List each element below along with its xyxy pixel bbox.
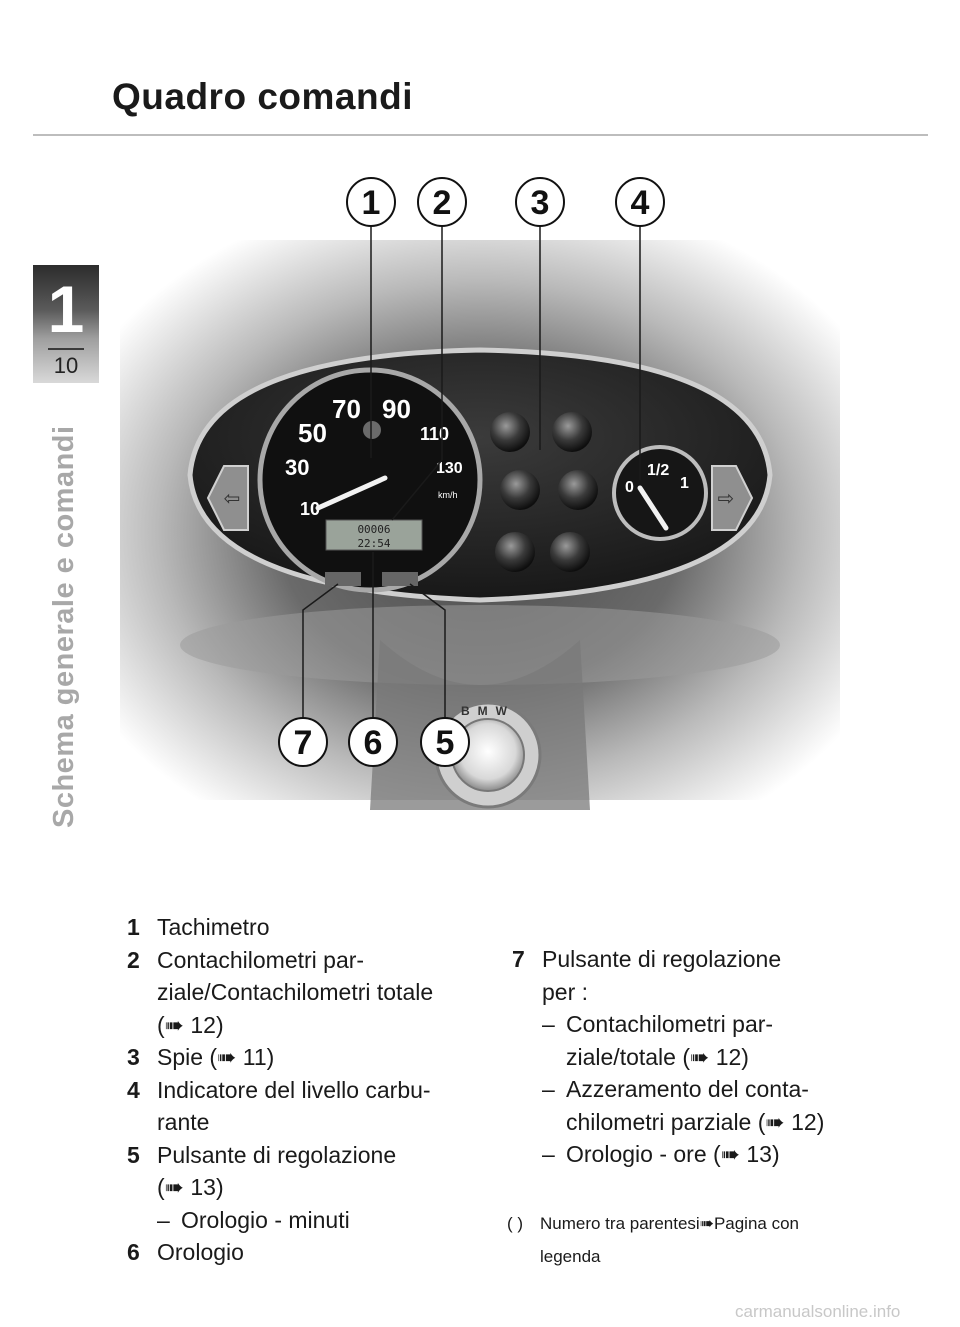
chapter-tab-divider <box>48 348 84 350</box>
legend-column-right <box>512 943 872 1171</box>
bmw-badge-lettering: BMW <box>461 704 515 718</box>
page-ref-arrow-icon: ➠ <box>217 1044 237 1070</box>
left-arrow-icon: ⇦ <box>223 486 241 510</box>
page-reference-note: ( ) Numero tra parentesi➠Pagina con legenda <box>507 1207 887 1273</box>
chapter-tab <box>33 265 99 383</box>
callout-5: 5 <box>435 724 455 762</box>
legend-item-1: 1 Tachimetro <box>127 914 270 940</box>
speed-label-10: 10 <box>300 499 321 519</box>
speed-label-130: 130 <box>436 460 463 477</box>
lcd-clock: 22:54 <box>357 537 391 550</box>
legend-item-7-sub-1: – Contachilometri par- ziale/totale (➠ 12) <box>542 1011 774 1070</box>
legend-column-left <box>127 911 487 1269</box>
bmw-roundel-small <box>363 421 381 439</box>
page-title: Quadro comandi <box>112 76 413 117</box>
fuel-label-half: 1/2 <box>647 462 670 479</box>
watermark: carmanualsonline.info <box>735 1302 901 1321</box>
right-arrow-icon: ⇨ <box>717 486 735 510</box>
page-ref-arrow-icon: ➠ <box>690 1043 710 1070</box>
speed-label-70: 70 <box>332 394 361 424</box>
page-ref-arrow-icon: ➠ <box>720 1141 740 1167</box>
legend-item-2: 2 Contachilometri par- ziale/Contachilometri totale (➠ 12) <box>127 946 434 1038</box>
page-ref-arrow-icon: ➠ <box>164 1011 184 1038</box>
callout-3: 3 <box>530 184 550 222</box>
callout-4: 4 <box>630 184 650 222</box>
callout-2: 2 <box>432 184 452 222</box>
instrument-cluster-photo <box>120 170 840 810</box>
page-number: 10 <box>53 353 79 378</box>
legend-item-6: 6 Orologio <box>127 1239 244 1265</box>
title-divider <box>33 134 928 136</box>
chapter-number: 1 <box>47 272 85 346</box>
fuel-label-empty: 0 <box>625 479 634 496</box>
page-ref-arrow-icon: ➠ <box>765 1108 785 1135</box>
button-7 <box>325 572 361 586</box>
speed-label-110: 110 <box>420 424 450 444</box>
legend-item-3: 3 Spie (➠ 11) <box>127 1044 275 1070</box>
note-parentheses: ( ) <box>507 1214 524 1233</box>
legend-item-7-sub-3: – Orologio - ore (➠ 13) <box>542 1141 780 1167</box>
button-5 <box>382 572 418 586</box>
callout-7: 7 <box>293 724 313 762</box>
page-ref-arrow-icon: ➠ <box>164 1174 184 1200</box>
legend-item-7: 7 Pulsante di regolazione per : – Contachilometri par- ziale/totale (➠ 12) – Azzeramento del conta- chilometri parziale (➠ 12) – Orologio - ore (➠ 13) <box>512 943 872 1171</box>
legend-item-5: 5 Pulsante di regolazione (➠ 13) – Orologio - minuti <box>127 1141 397 1233</box>
fuel-label-full: 1 <box>680 475 689 492</box>
lcd-odometer: 00006 <box>357 523 391 536</box>
speed-unit: km/h <box>438 490 458 500</box>
handlebar-housing <box>180 605 780 685</box>
page-ref-arrow-icon: ➠ <box>699 1214 714 1233</box>
legend-item-7-sub-2: – Azzeramento del conta- chilometri parziale (➠ 12) <box>542 1076 825 1135</box>
callout-1: 1 <box>361 184 381 222</box>
section-label: Schema generale e comandi <box>48 425 80 828</box>
callout-6: 6 <box>363 724 383 762</box>
legend-item-4: 4 Indicatore del livello carbu- rante <box>127 1076 431 1135</box>
speed-label-30: 30 <box>285 455 310 480</box>
speedometer <box>260 370 480 590</box>
speed-label-50: 50 <box>298 418 327 448</box>
speed-label-90: 90 <box>382 394 411 424</box>
